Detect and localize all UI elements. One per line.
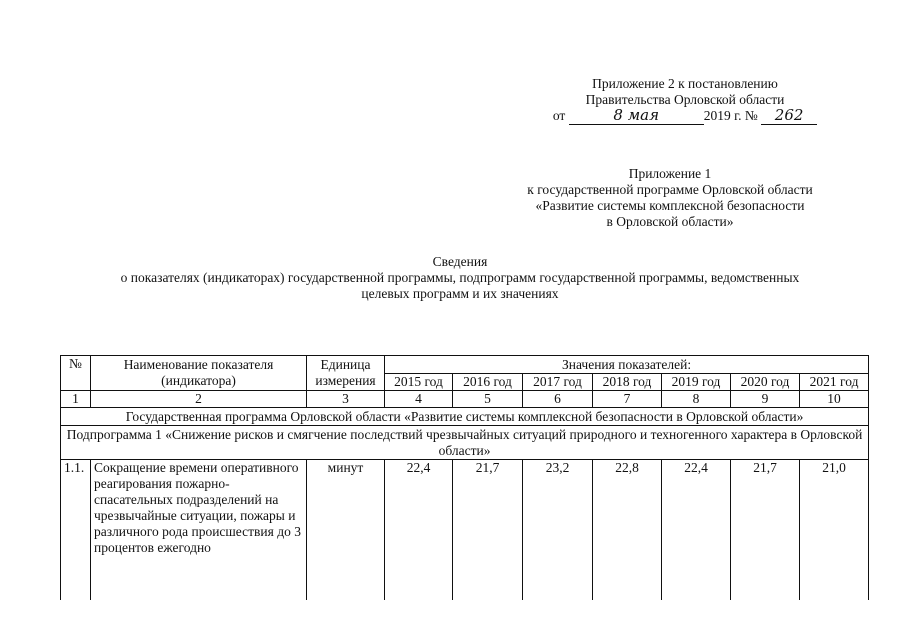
annex2-prefix: от — [552, 108, 566, 123]
header-name: Наименование показателя (индикатора) — [91, 356, 307, 391]
header-year: 2016 год — [453, 374, 523, 391]
row-value: 22,4 — [662, 460, 731, 600]
column-number: 1 — [61, 391, 91, 408]
row-value: 21,7 — [731, 460, 800, 600]
annex2-date-field — [569, 106, 704, 125]
row-unit: минут — [307, 460, 385, 600]
header-year: 2020 год — [731, 374, 800, 391]
annex2-number-field — [761, 106, 817, 125]
column-number: 3 — [307, 391, 385, 408]
annex1-line4: в Орловской области» — [606, 214, 734, 229]
annex2-date-handwritten: 8 мая — [613, 106, 660, 124]
heading-subtitle-line1: о показателях (индикаторах) государственной программы, подпрограмм государственной программы, ведомственных — [120, 270, 800, 285]
row-value: 23,2 — [523, 460, 593, 600]
column-number: 8 — [662, 391, 731, 408]
annex1-block — [500, 166, 840, 230]
column-number: 7 — [593, 391, 662, 408]
subprogram-title: Подпрограмма 1 «Снижение рисков и смягчение последствий чрезвычайных ситуаций природного и техногенного характера в Орловской области» — [61, 426, 869, 460]
header-year: 2015 год — [385, 374, 453, 391]
program-title: Государственная программа Орловской области «Развитие системы комплексной безопасности в Орловской области» — [61, 408, 869, 426]
annex1-line3: «Развитие системы комплексной безопасности — [535, 198, 805, 213]
column-number: 4 — [385, 391, 453, 408]
document-heading — [40, 254, 880, 302]
header-num: № — [61, 356, 91, 391]
header-year: 2017 год — [523, 374, 593, 391]
row-value: 21,7 — [453, 460, 523, 600]
column-number: 5 — [453, 391, 523, 408]
annex2-year-text: 2019 г. № — [703, 108, 758, 123]
subprogram-row — [61, 426, 869, 460]
annex2-line2: Правительства Орловской области — [585, 92, 785, 107]
row-value: 22,8 — [593, 460, 662, 600]
heading-title: Сведения — [432, 254, 488, 269]
row-value: 22,4 — [385, 460, 453, 600]
row-indicator-name: Сокращение времени оперативного реагирования пожарно-спасательных подразделений на чрезвычайные ситуации, пожары и различного рода происшествия до 3 процентов ежегодно — [91, 460, 307, 600]
row-value: 21,0 — [800, 460, 869, 600]
header-year: 2018 год — [593, 374, 662, 391]
header-year: 2021 год — [800, 374, 869, 391]
heading-subtitle-line2: целевых программ и их значениях — [361, 286, 559, 301]
annex2-block — [540, 76, 830, 125]
header-values: Значения показателей: — [385, 356, 869, 374]
indicators-table — [60, 355, 869, 600]
column-number: 10 — [800, 391, 869, 408]
annex1-line1: Приложение 1 — [628, 166, 712, 181]
table-row — [61, 460, 869, 600]
column-number: 9 — [731, 391, 800, 408]
annex1-line2: к государственной программе Орловской области — [527, 182, 813, 197]
program-row — [61, 408, 869, 426]
annex2-line1: Приложение 2 к постановлению — [592, 76, 778, 91]
column-number-row — [61, 391, 869, 408]
header-row-1 — [61, 356, 869, 374]
row-num: 1.1. — [61, 460, 91, 600]
header-unit: Единица измерения — [307, 356, 385, 391]
column-number: 6 — [523, 391, 593, 408]
column-number: 2 — [91, 391, 307, 408]
annex2-number-handwritten: 262 — [774, 106, 804, 124]
header-year: 2019 год — [662, 374, 731, 391]
annex2-date-line — [540, 108, 830, 125]
